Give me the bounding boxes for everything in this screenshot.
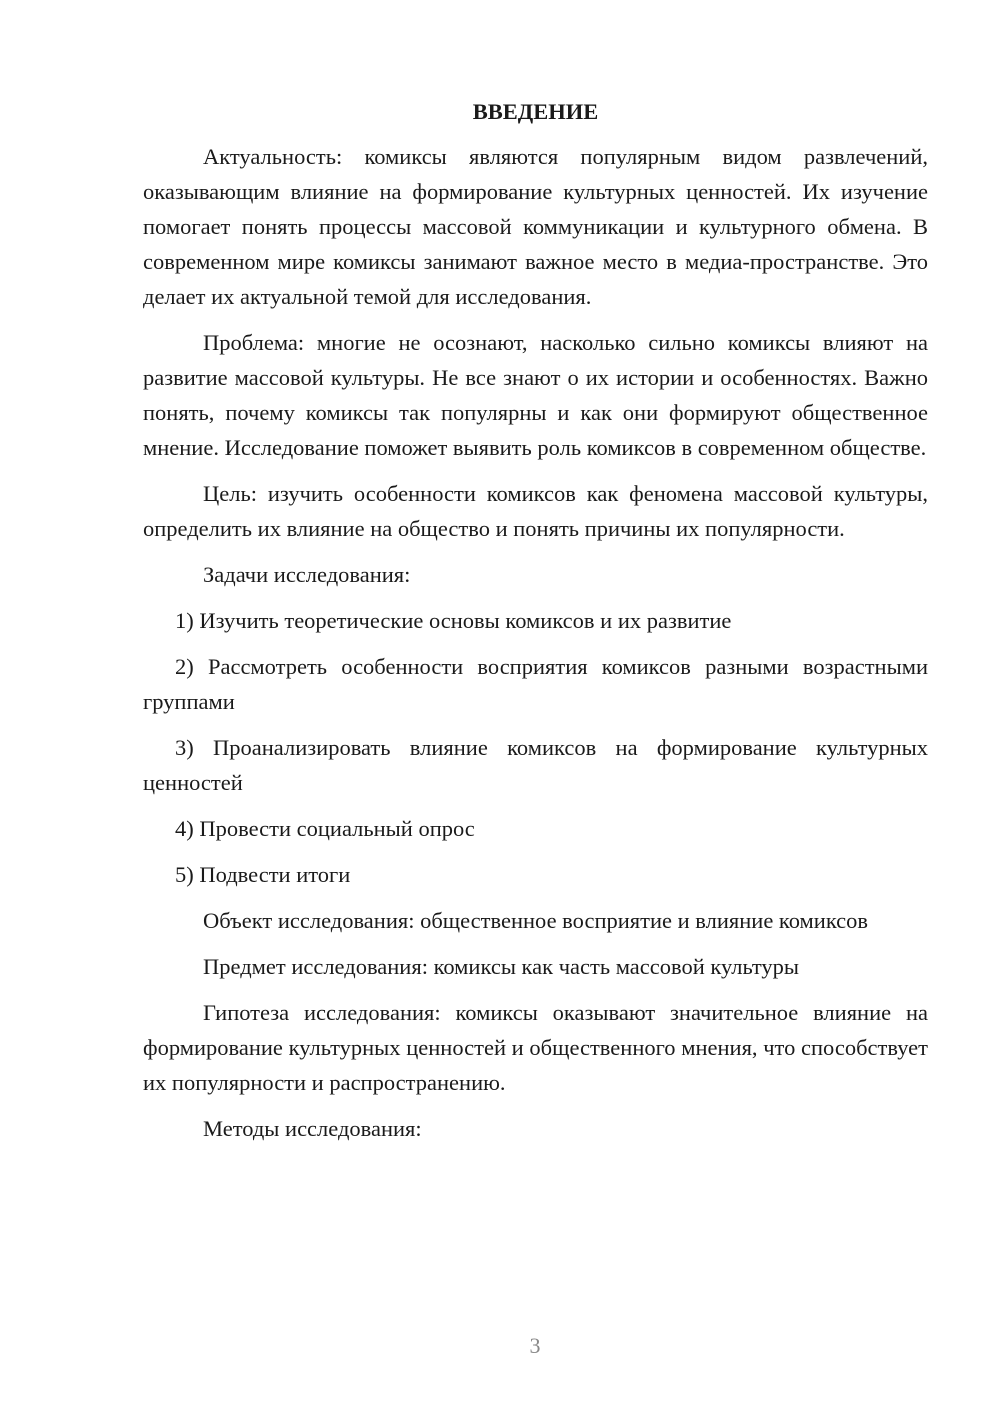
task-item: 3) Проанализировать влияние комиксов на формирование культурных ценностей [143,735,928,795]
task-item: 5) Подвести итоги [175,862,351,887]
paragraph-subject: Предмет исследования: комиксы как часть массовой культуры [203,954,800,979]
paragraph-relevance: Актуальность: комиксы являются популярным видом развлечений, оказывающим влияние на формирование культурных ценностей. Их изучение помогает понять процессы массовой коммуникации и культурного обмена. В современном мире комиксы занимают важное место в медиа-пространстве. Это делает их актуальной темой для исследования. [143,144,928,309]
page-number: 3 [529,1333,541,1358]
paragraph-object: Объект исследования: общественное восприятие и влияние комиксов [203,908,869,933]
paragraph-methods: Методы исследования: [203,1116,422,1141]
task-item: 2) Рассмотреть особенности восприятия комиксов разными возрастными группами [143,654,928,714]
paragraph-problem: Проблема: многие не осознают, насколько сильно комиксы влияют на развитие массовой культуры. Не все знают о их истории и особенностях. Важно понять, почему комиксы так популярны и как они формируют общественное мнение. Исследование поможет выявить роль комиксов в современном обществе. [143,330,928,460]
task-item: 4) Провести социальный опрос [175,816,475,841]
section-heading: ВВЕДЕНИЕ [472,99,599,124]
page-content [143,94,928,1146]
paragraph-tasks-intro: Задачи исследования: [203,562,411,587]
task-item: 1) Изучить теоретические основы комиксов и их развитие [175,608,732,633]
paragraph-goal: Цель: изучить особенности комиксов как феномена массовой культуры, определить их влияние на общество и понять причины их популярности. [143,481,928,541]
paragraph-hypothesis: Гипотеза исследования: комиксы оказывают значительное влияние на формирование культурных ценностей и общественного мнения, что способствует их популярности и распространению. [143,1000,928,1095]
